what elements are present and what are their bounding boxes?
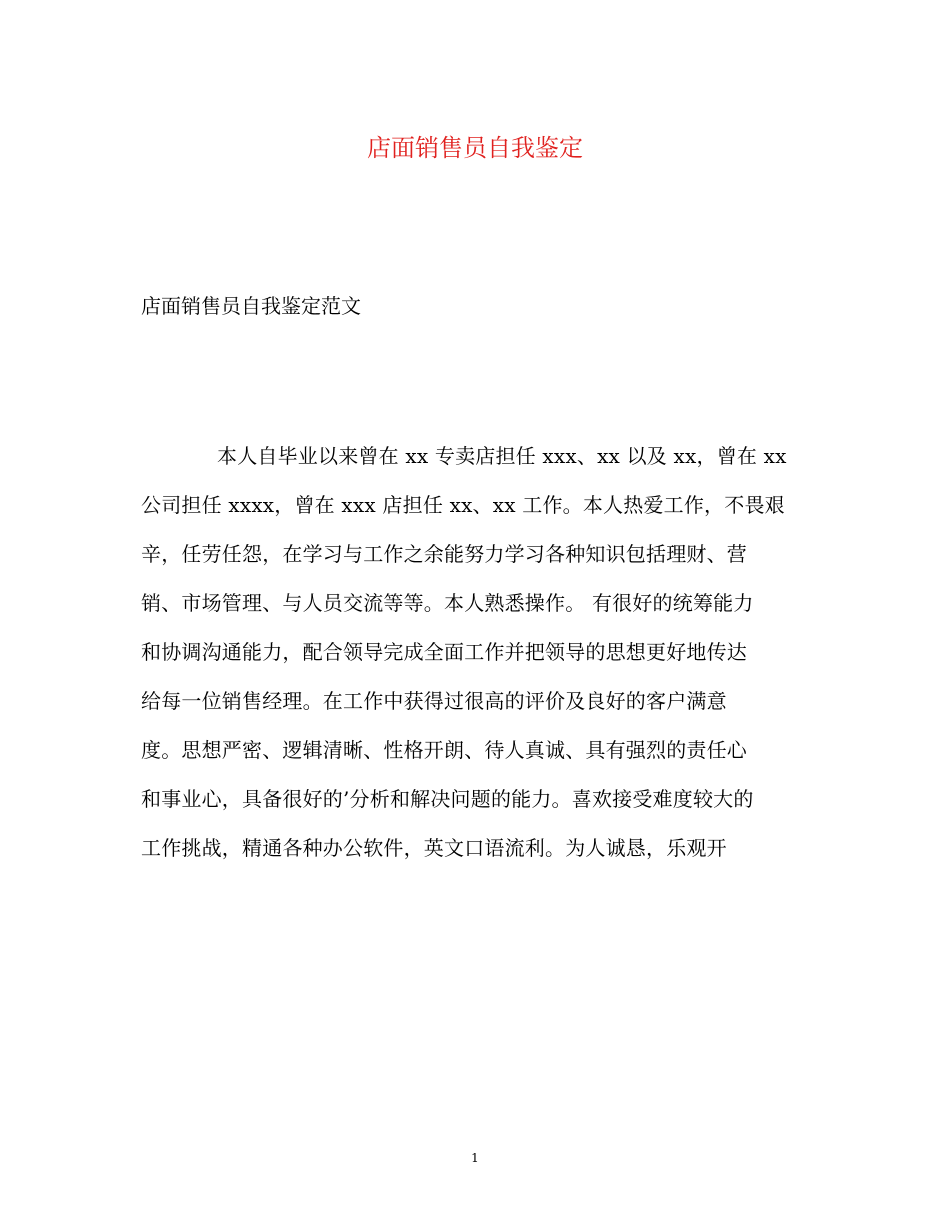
body-line: 本人自毕业以来曾在 xx 专卖店担任 xxx、xx 以及 xx，曾在 xx [217, 444, 787, 468]
body-line: 公司担任 xxxx，曾在 xxx 店担任 xx、xx 工作。本人热爱工作，不畏艰 [141, 493, 785, 517]
body-line: 工作挑战，精通各种办公软件，英文口语流利。为人诚恳，乐观开 [141, 836, 727, 860]
body-line: 和协调沟通能力，配合领导完成全面工作并把领导的思想更好地传达 [141, 640, 747, 664]
body-line: 销、市场管理、与人员交流等等。本人熟悉操作。 有很好的统筹能力 [141, 591, 754, 615]
document-title: 店面销售员自我鉴定 [367, 134, 583, 162]
body-line: 和事业心，具备很好的’分析和解决问题的能力。喜欢接受难度较大的 [141, 787, 754, 811]
page-number: 1 [471, 1151, 479, 1165]
body-line: 度。思想严密、逻辑清晰、性格开朗、待人真诚、具有强烈的责任心 [141, 738, 747, 762]
document-subtitle: 店面销售员自我鉴定范文 [141, 294, 361, 318]
body-line: 辛，任劳任怨，在学习与工作之余能努力学习各种知识包括理财、营 [141, 542, 747, 566]
body-line: 给每一位销售经理。在工作中获得过很高的评价及良好的客户满意 [141, 689, 727, 713]
body-paragraph [141, 432, 811, 873]
